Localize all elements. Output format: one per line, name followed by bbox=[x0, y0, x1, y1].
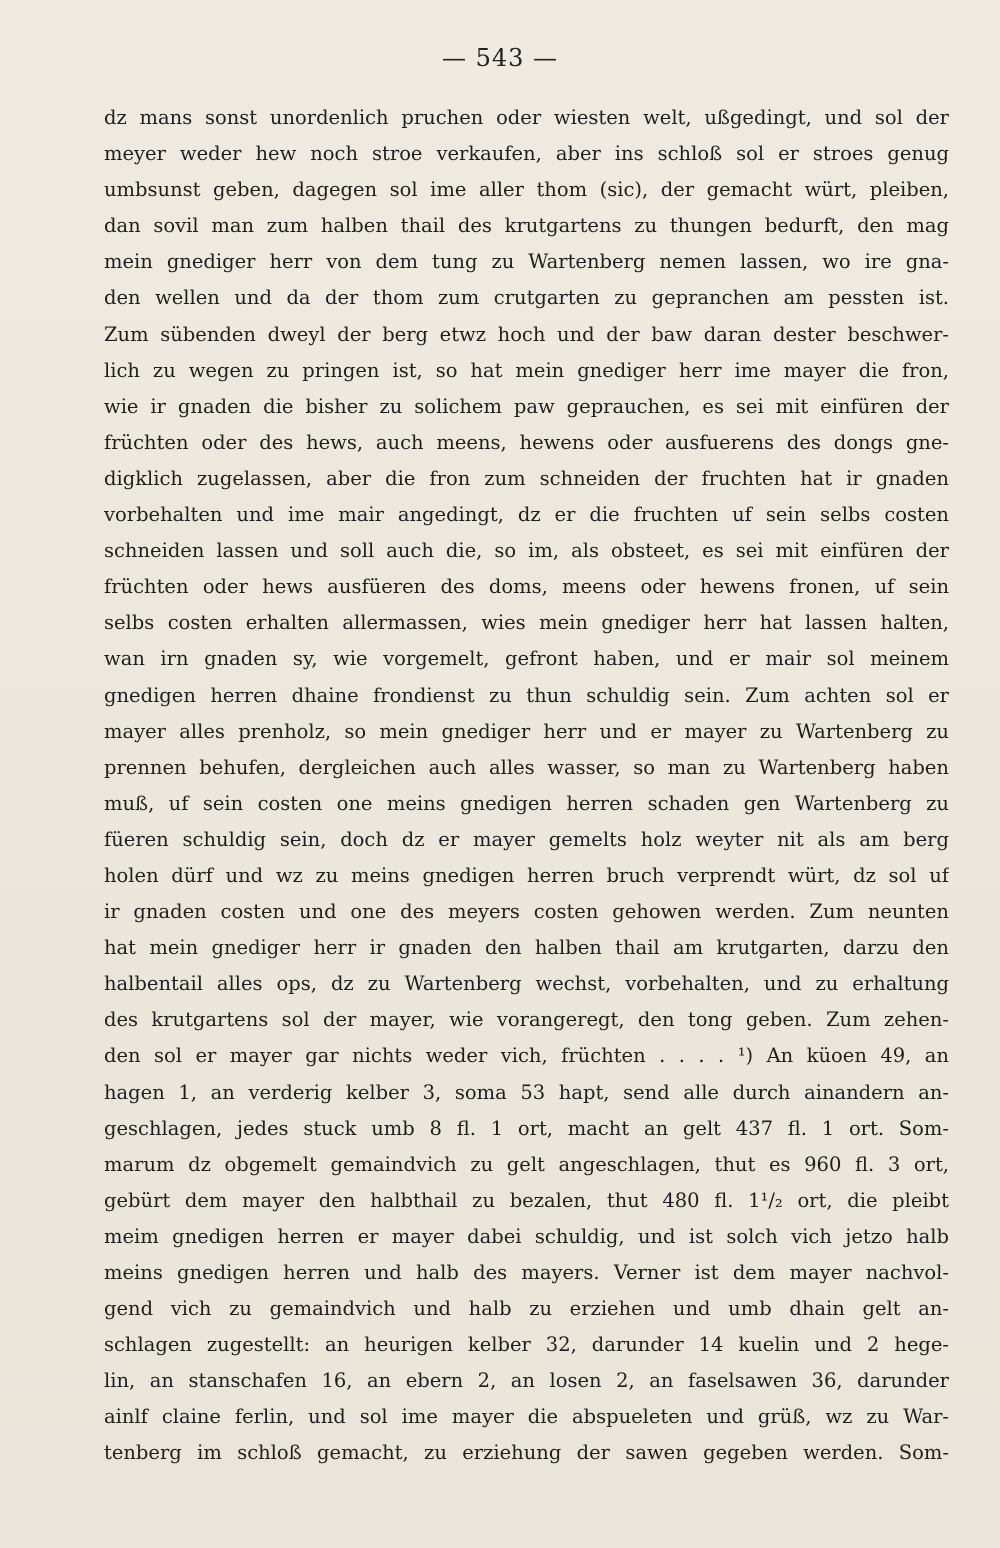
text-line: muß, uf sein costen one meins gnedigen herren schaden gen Wartenberg zu bbox=[104, 791, 949, 815]
text-line: holen dürf und wz zu meins gnedigen herren bruch verprendt würt, dz sol uf bbox=[104, 863, 949, 887]
text-line: tenberg im schloß gemacht, zu erziehung der sawen gegeben werden. Som- bbox=[104, 1441, 949, 1465]
text-line: meyer weder hew noch stroe verkaufen, aber ins schloß sol er stroes genug bbox=[104, 142, 949, 166]
text-line: mein gnediger herr von dem tung zu Wartenberg nemen lassen, wo ire gna- bbox=[104, 250, 949, 274]
text-line: wan irn gnaden sy, wie vorgemelt, gefront haben, und er mair sol meinem bbox=[104, 647, 949, 671]
text-line: lin, an stanschafen 16, an ebern 2, an losen 2, an faselsawen 36, darunder bbox=[104, 1369, 949, 1393]
text-line: hat mein gnediger herr ir gnaden den halben thail am krutgarten, darzu den bbox=[104, 936, 949, 960]
text-line: den wellen und da der thom zum crutgarten zu gepranchen am pessten ist. bbox=[104, 286, 949, 310]
text-line: prennen behufen, dergleichen auch alles wasser, so man zu Wartenberg haben bbox=[104, 755, 949, 779]
text-line: ir gnaden costen und one des meyers costen gehowen werden. Zum neunten bbox=[104, 900, 949, 924]
text-line: lich zu wegen zu pringen ist, so hat mein gnediger herr ime mayer die fron, bbox=[104, 358, 949, 382]
text-line: füeren schuldig sein, doch dz er mayer gemelts holz weyter nit als am berg bbox=[104, 827, 949, 851]
text-line: marum dz obgemelt gemaindvich zu gelt angeschlagen, thut es 960 fl. 3 ort, bbox=[104, 1152, 949, 1176]
text-line: umbsunst geben, dagegen sol ime aller thom (sic), der gemacht würt, pleiben, bbox=[104, 178, 949, 202]
text-line: geschlagen, jedes stuck umb 8 fl. 1 ort, macht an gelt 437 fl. 1 ort. Som- bbox=[104, 1116, 949, 1140]
text-line: Zum sübenden dweyl der berg etwz hoch und der baw daran dester beschwer- bbox=[104, 322, 949, 346]
page-number: — 543 — bbox=[441, 44, 559, 72]
text-line: halbentail alles ops, dz zu Wartenberg wechst, vorbehalten, und zu erhaltung bbox=[104, 972, 949, 996]
text-line: meins gnedigen herren und halb des mayers. Verner ist dem mayer nachvol- bbox=[104, 1261, 949, 1284]
text-line: dz mans sonst unordenlich pruchen oder wiesten welt, ußgedingt, und sol der bbox=[104, 106, 949, 129]
text-line: digklich zugelassen, aber die fron zum schneiden der fruchten hat ir gnaden bbox=[104, 466, 949, 490]
text-line: den sol er mayer gar nichts weder vich, früchten . . . . ¹) An küoen 49, an bbox=[104, 1044, 949, 1068]
text-line: wie ir gnaden die bisher zu solichem paw geprauchen, es sei mit einfüren der bbox=[104, 394, 949, 418]
text-line: hagen 1, an verderig kelber 3, soma 53 hapt, send alle durch ainandern an- bbox=[104, 1080, 949, 1104]
body-text bbox=[104, 100, 949, 1472]
text-line: vorbehalten und ime mair angedingt, dz er die fruchten uf sein selbs costen bbox=[104, 503, 949, 527]
text-line: früchten oder hews ausfüeren des doms, meens oder hewens fronen, uf sein bbox=[104, 575, 949, 599]
text-line: früchten oder des hews, auch meens, hewens oder ausfuerens des dongs gne- bbox=[104, 430, 949, 454]
text-line: des krutgartens sol der mayer, wie vorangeregt, den tong geben. Zum zehen- bbox=[104, 1008, 949, 1032]
text-line: mayer alles prenholz, so mein gnediger herr und er mayer zu Wartenberg zu bbox=[104, 719, 949, 743]
text-line: gebürt dem mayer den halbthail zu bezalen, thut 480 fl. 1¹/₂ ort, die pleibt bbox=[104, 1188, 949, 1212]
text-line: dan sovil man zum halben thail des krutgartens zu thungen bedurft, den mag bbox=[104, 214, 949, 238]
text-line: gnedigen herren dhaine frondienst zu thun schuldig sein. Zum achten sol er bbox=[104, 683, 949, 707]
text-line: schneiden lassen und soll auch die, so im, als obsteet, es sei mit einfüren der bbox=[104, 539, 949, 563]
text-line: meim gnedigen herren er mayer dabei schuldig, und ist solch vich jetzo halb bbox=[104, 1224, 949, 1248]
text-line: ainlf claine ferlin, und sol ime mayer die abspueleten und grüß, wz zu War- bbox=[104, 1405, 949, 1429]
text-line: schlagen zugestellt: an heurigen kelber 32, darunder 14 kuelin und 2 hege- bbox=[104, 1333, 949, 1357]
text-line: selbs costen erhalten allermassen, wies mein gnediger herr hat lassen halten, bbox=[104, 611, 949, 635]
text-line: gend vich zu gemaindvich und halb zu erziehen und umb dhain gelt an- bbox=[104, 1297, 949, 1321]
